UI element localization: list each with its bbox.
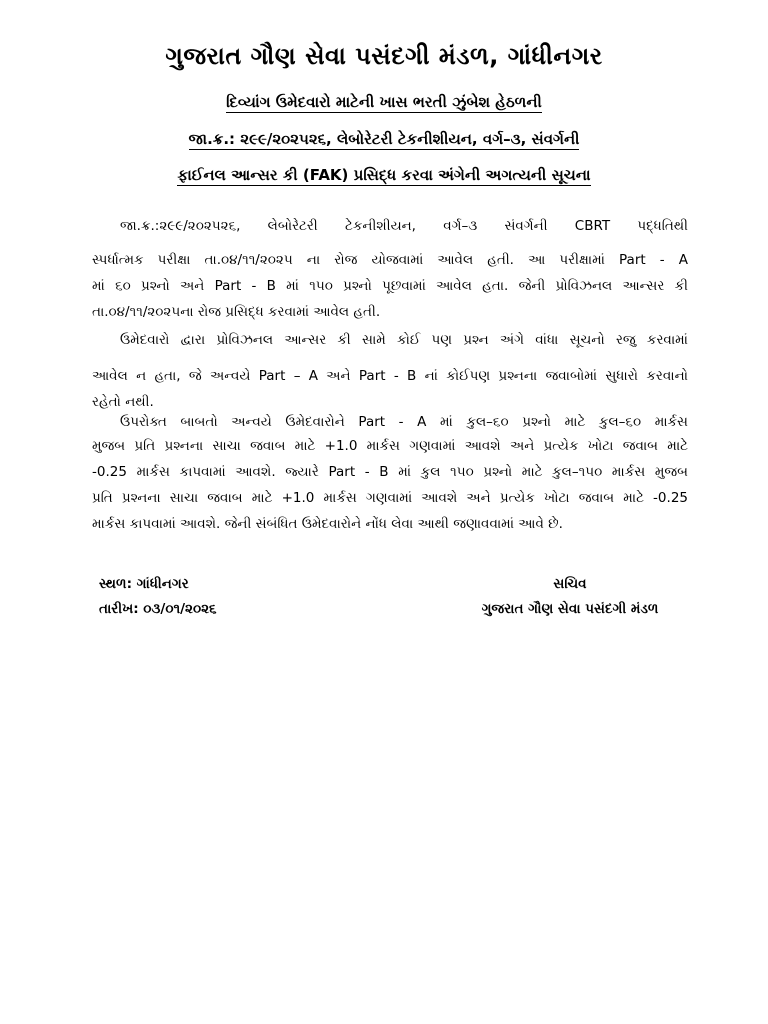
footer-date: તારીખ: ૦૩/૦૧/૨૦૨૬ (99, 601, 217, 617)
subtitle-advertisement-number-text: જા.ક્ર.: ૨૯૯/૨૦૨૫૨૬, લેબોરેટરી ટેકનીશીયન, વર્ગ–૩, સંવર્ગની (188, 130, 580, 148)
paragraph-line: જા.ક્ર.:૨૯૯/૨૦૨૫૨૬, લેબોરેટરી ટેકનીશીયન, વર્ગ–૩ સંવર્ગની CBRT પદ્ધતિથી (120, 218, 688, 234)
paragraph-line: સ્પર્ધાત્મક પરીક્ષા તા.૦૪/૧૧/૨૦૨૫ ના રોજ યોજવામાં આવેલ હતી. આ પરીક્ષામાં Part - A (92, 252, 688, 268)
paragraph-line: માર્કસ કાપવામાં આવશે. જેની સંબંધિત ઉમેદવારોને નોંધ લેવા આથી જણાવવામાં આવે છે. (92, 516, 563, 532)
paragraph-line: માં ૬૦ પ્રશ્નો અને Part - B માં ૧૫૦ પ્રશ્નો પૂછવામાં આવેલ હતા. જેની પ્રોવિઝનલ આન્સર કી (92, 278, 688, 294)
signatory-designation: સચિવ (553, 576, 587, 592)
subtitle-notice-subject (0, 166, 768, 184)
paragraph-line: આવેલ ન હતા, જે અન્વયે Part – A અને Part - B નાં કોઈપણ પ્રશ્નના જવાબોમાં સુધારો કરવાનો (92, 368, 688, 384)
footer-place: સ્થળ: ગાંધીનગર (99, 576, 189, 592)
subtitle-advertisement-number (0, 130, 768, 148)
subtitle-notice-subject-text: ફાઈનલ આન્સર કી (FAK) પ્રસિદ્ધ કરવા અંગેની અગત્યની સૂચના (177, 166, 591, 184)
subtitle-recruitment-drive-text: દિવ્યાંગ ઉમેદવારો માટેની ખાસ ભરતી ઝુંબેશ હેઠળની (226, 93, 542, 111)
paragraph-line: -0.25 માર્કસ કાપવામાં આવશે. જ્યારે Part - B માં કુલ ૧૫૦ પ્રશ્નો માટે કુલ–૧૫૦ માર્કસ મુજબ (92, 464, 688, 480)
paragraph-line: પ્રતિ પ્રશ્નના સાચા જવાબ માટે +1.0 માર્કસ ગણવામાં આવશે અને પ્રત્યેક ખોટા જવાબ માટે -0.25 (92, 490, 688, 506)
paragraph-line: રહેતો નથી. (92, 394, 154, 410)
subtitle-recruitment-drive (0, 93, 768, 111)
paragraph-line: મુજબ પ્રતિ પ્રશ્નના સાચા જવાબ માટે +1.0 માર્કસ ગણવામાં આવશે અને પ્રત્યેક ખોટા જવાબ માટે (92, 438, 688, 454)
paragraph-line: ઉમેદવારો દ્વારા પ્રોવિઝનલ આન્સર કી સામે કોઈ પણ પ્રશ્ન અંગે વાંધા સૂચનો રજુ કરવામાં (120, 332, 688, 348)
paragraph-line: ઉપરોક્ત બાબતો અન્વયે ઉમેદવારોને Part - A માં કુલ–૬૦ પ્રશ્નો માટે કુલ–૬૦ માર્કસ (120, 414, 688, 430)
page-title: ગુજરાત ગૌણ સેવા પસંદગી મંડળ, ગાંધીનગર (165, 42, 603, 70)
paragraph-line: તા.૦૪/૧૧/૨૦૨૫ના રોજ પ્રસિદ્ધ કરવામાં આવેલ હતી. (92, 304, 381, 320)
signatory-organization: ગુજરાત ગૌણ સેવા પસંદગી મંડળ (481, 601, 659, 617)
